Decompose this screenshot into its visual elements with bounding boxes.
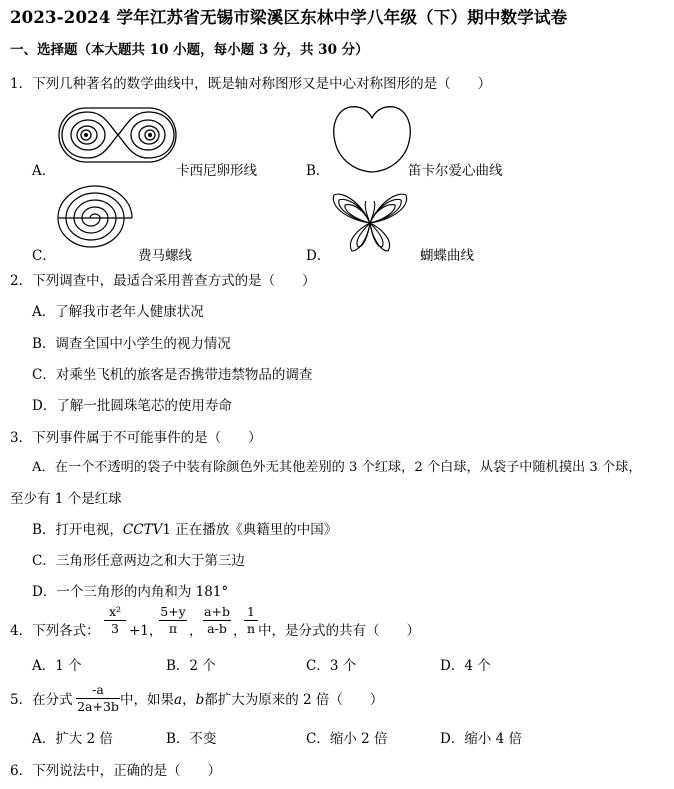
- q3-option-d[interactable]: D．一个三角形的内角和为 181°: [32, 584, 229, 600]
- q4-option-c[interactable]: C．3 个: [306, 658, 357, 674]
- butterfly-curve-icon: [330, 189, 410, 255]
- q4-f2-denominator: π: [168, 621, 178, 636]
- q3-option-c[interactable]: C．三角形任意两边之和大于第三边: [32, 553, 245, 569]
- section-heading: 一、选择题（本大题共 10 小题，每小题 3 分，共 30 分）: [10, 42, 369, 58]
- q5-stem-text: [120, 688, 383, 708]
- q1-stem: 1．下列几种著名的数学曲线中，既是轴对称图形又是中心对称图形的是（ ）: [10, 76, 492, 92]
- q2-option-b[interactable]: B．调查全国中小学生的视力情况: [32, 336, 231, 352]
- q2-stem: 2．下列调查中，最适合采用普查方式的是（ ）: [10, 273, 316, 289]
- q4-f1-denominator: 3: [111, 621, 119, 636]
- q4-f3-numerator: a+b: [204, 604, 230, 619]
- q5-var-b: b: [195, 692, 205, 708]
- q4-fraction-3: [203, 605, 231, 636]
- q6-stem: 6．下列说法中，正确的是（ ）: [10, 763, 222, 779]
- fermat-spiral-icon: [56, 184, 136, 256]
- q5-option-c[interactable]: C．缩小 2 倍: [306, 731, 388, 747]
- q3-option-b-suffix: 1 正在播放《典籍里的中国》: [162, 522, 338, 538]
- q4-stem-prefix: 4．下列各式：: [10, 623, 100, 639]
- q1-option-a-letter[interactable]: A．: [32, 163, 56, 179]
- q4-fraction-1: [104, 605, 126, 636]
- q3-stem: 3．下列事件属于不可能事件的是（ ）: [10, 430, 262, 446]
- q4-stem-suffix: 中，是分式的共有（ ）: [258, 623, 420, 639]
- q2-option-d[interactable]: D．了解一批圆珠笔芯的使用寿命: [32, 398, 232, 414]
- cardioid-icon: [332, 102, 412, 174]
- q1-option-c-letter[interactable]: C．: [32, 248, 56, 264]
- q5-option-a[interactable]: A．扩大 2 倍: [32, 731, 113, 747]
- q3-option-b-var: CCTV: [122, 522, 163, 538]
- q4-option-b[interactable]: B．2 个: [166, 658, 216, 674]
- q5-option-d[interactable]: D．缩小 4 倍: [440, 731, 522, 747]
- q5-f-denominator: 2a+3b: [77, 699, 119, 714]
- q5-stem-suffix: 都扩大为原来的 2 倍（ ）: [204, 692, 384, 708]
- q4-f4-denominator: n: [246, 621, 256, 636]
- q4-option-a[interactable]: A．1 个: [32, 658, 82, 674]
- q4-option-d[interactable]: D．4 个: [440, 658, 491, 674]
- q4-f3-denominator: a-b: [207, 621, 227, 636]
- q3-option-a-continuation: 至少有 1 个是红球: [10, 491, 122, 507]
- q5-fraction: [76, 683, 120, 714]
- q2-option-a[interactable]: A．了解我市老年人健康状况: [32, 304, 204, 320]
- q4-fraction-2: [159, 605, 187, 636]
- cassini-oval-icon: [58, 106, 178, 164]
- q2-option-c[interactable]: C．对乘坐飞机的旅客是否携带违禁物品的调查: [32, 367, 313, 383]
- q4-separator-2: ，: [233, 623, 247, 639]
- page-title: 2023-2024 学年江苏省无锡市梁溪区东林中学八年级（下）期中数学试卷: [10, 8, 568, 27]
- q5-option-b[interactable]: B．不变: [166, 731, 217, 747]
- q5-stem-mid: 中，如果: [120, 692, 174, 708]
- q5-comma: ，: [182, 692, 196, 708]
- q1-option-c-caption: 费马螺线: [138, 248, 192, 264]
- q4-f2-numerator: 5+y: [160, 604, 186, 619]
- q5-stem-prefix: 5．在分式: [10, 692, 73, 708]
- q3-option-a[interactable]: A．在一个不透明的袋子中装有除颜色外无其他差别的 3 个红球，2 个白球，从袋子中随机摸出 3 个球，: [32, 460, 642, 475]
- q1-option-a-caption: 卡西尼卵形线: [176, 163, 257, 179]
- q5-f-numerator: -a: [92, 682, 104, 697]
- q3-option-b-prefix: B．打开电视，: [32, 522, 123, 538]
- q1-option-b-caption: 笛卡尔爱心曲线: [408, 163, 503, 179]
- q1-option-d-letter[interactable]: D．: [306, 248, 331, 264]
- q4-separator-1: ，: [189, 623, 203, 639]
- q4-f1-numerator: x²: [108, 604, 122, 619]
- q5-var-a: a: [174, 692, 183, 708]
- q1-option-d-caption: 蝴蝶曲线: [420, 248, 474, 264]
- q4-f4-numerator: 1: [247, 604, 255, 619]
- q1-option-b-letter[interactable]: B．: [306, 163, 330, 179]
- q4-f1-tail: +1，: [129, 623, 163, 639]
- q4-fraction-4: [244, 605, 258, 636]
- q3-option-b[interactable]: [32, 518, 337, 538]
